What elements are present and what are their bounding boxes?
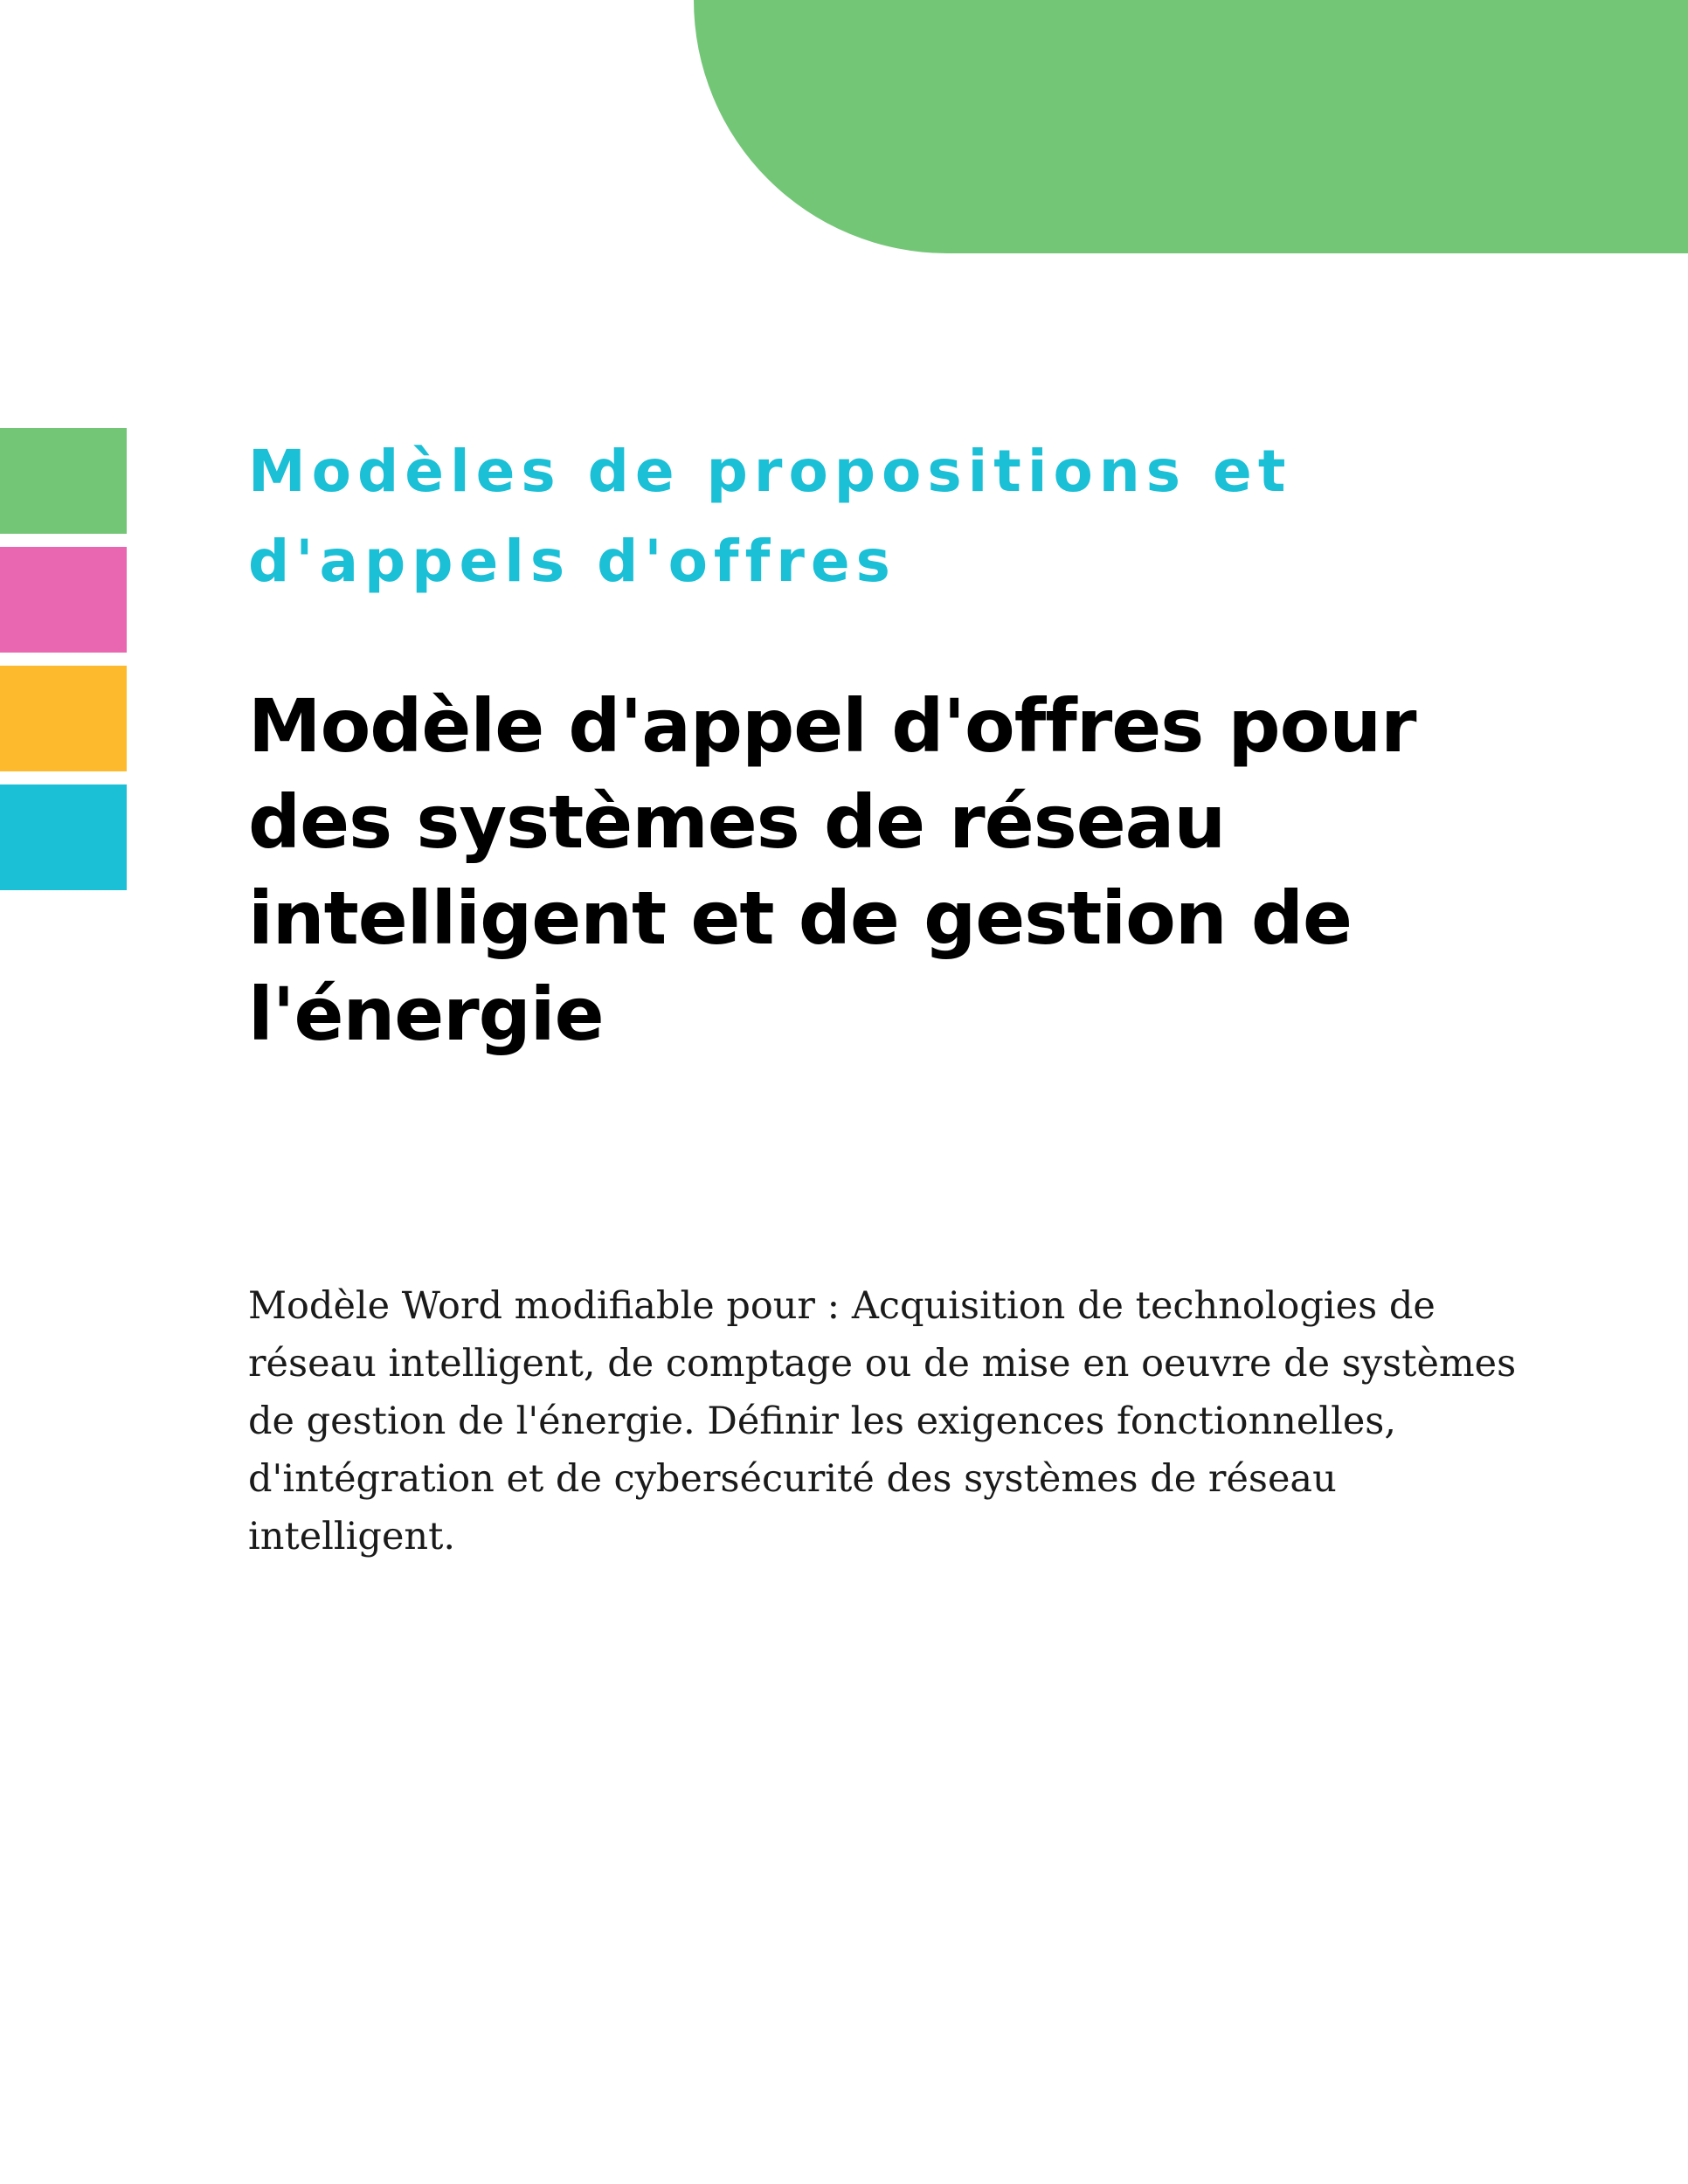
document-title: Modèle d'appel d'offres pour des systèmes de réseau intelligent et de gestion de l'énergie <box>248 683 1416 1057</box>
document-description: Modèle Word modifiable pour : Acquisition de technologies de réseau intelligent, de comptage ou de mise en oeuvre de systèmes de gestion de l'énergie. Définir les exigences fonctionnelles, d'intégration et de cybersécurité des systèmes de réseau intelligent. <box>248 1284 1517 1559</box>
color-bars <box>0 428 127 903</box>
color-bar-orange <box>0 666 127 771</box>
color-bar-pink <box>0 547 127 653</box>
decorative-green-shape <box>694 0 1688 253</box>
category-heading: Modèles de propositions et d'appels d'offres <box>248 438 1292 595</box>
color-bar-cyan <box>0 784 127 890</box>
color-bar-green <box>0 428 127 534</box>
